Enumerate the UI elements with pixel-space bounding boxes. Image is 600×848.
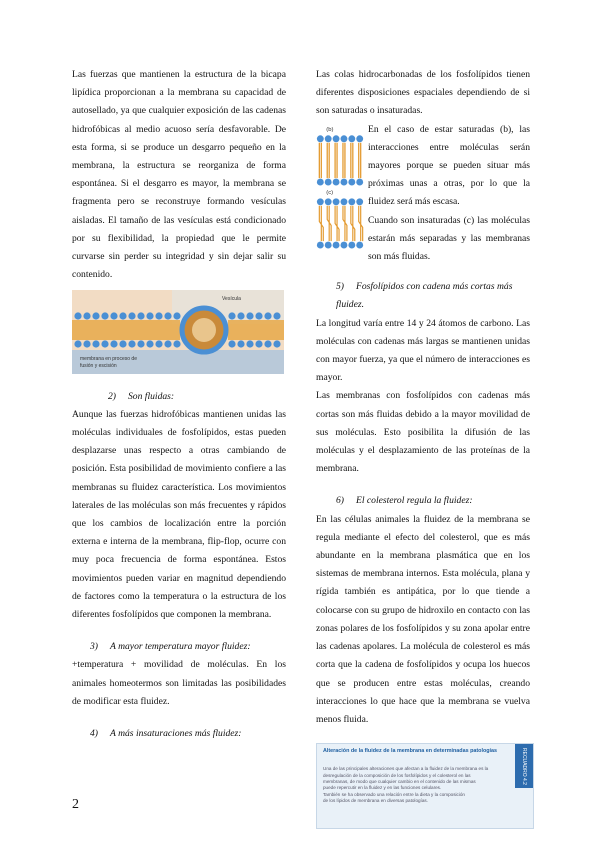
paragraph-colesterol: En las células animales la fluidez de la membrana se regula mediante el efecto del colesterol, que es más abundante en la membrana plasmática que en los sistemas de membrana internos. Esta molécula, plana y rígida también es antipática, por lo que tiende a colocarse con su grupo de hidroxilo en contacto con las zonas polares de los fosfolípidos y su zona apolar entre las cadenas apolares. La molécula de colesterol es más corta que la cadena de fosfolípidos y ocupa los huecos que se producen entre estas moléculas, creando interacciones lo que hace que la membrana se vuelva menos fluida.: [316, 513, 530, 725]
paragraph-insaturadas: Cuando son insaturadas (c) las moléculas estarán más separadas y las membranas son más fluidas.: [368, 214, 530, 263]
right-column: [316, 66, 530, 829]
heading-number: 3): [90, 641, 98, 653]
paragraph-fluidez: Aunque las fuerzas hidrofóbicas mantienen unidas las moléculas individuales de fosfolípidos, estas pueden desplazarse unas respecto a otras cambiando de posición. Esta posibilidad de movimiento confiere a las membranas su fluidez característica. Los movimientos laterales de las moléculas son más frecuentes y rápidos que los cambios de localización entre la porción externa e interna de la membrana, flip-flop, ocurre con muy poca frecuencia de forma espontánea. Estos movimientos pueden variar en magnitud dependiendo de factores como la temperatura o la estructura de los diferentes fosfolípidos que componen la membrana.: [72, 408, 286, 621]
left-column: [72, 66, 286, 743]
recuadro-line: de los lípidos de membrana en diversas patologías.: [323, 798, 428, 804]
page-number: 2: [72, 797, 79, 812]
paragraph-temperatura: +temperatura + movilidad de moléculas. En los animales homeotermos son limitadas las posibilidades de modificar esta fluidez.: [72, 659, 286, 707]
label-b: (b): [326, 126, 334, 133]
heading-text: A más insaturaciones más fluidez:: [110, 728, 242, 740]
heading-text: Fosfolípidos con cadena más cortas más fluidez.: [336, 281, 513, 311]
heading-number: 5): [336, 281, 344, 293]
heading-cadena-corta: [336, 278, 530, 314]
paragraph-longitud: La longitud varía entre 14 y 24 átomos de carbono. Las moléculas con cadenas más largas se mantienen unidas con mayor fuerza, ya que el número de interacciones es mayor.: [316, 317, 530, 384]
membrane-vesicle-figure: [72, 290, 284, 374]
recuadro-line: También se ha observado una relación entre la dieta y la composición: [323, 791, 465, 797]
recuadro-line: Una de las principales alteraciones que afectan a la fluidez de la membrana es la: [323, 766, 489, 772]
recuadro-tag: RECUADRO 4.2: [515, 744, 533, 788]
paragraph-autosellado: Las fuerzas que mantienen la estructura de la bicapa lipídica proporcionan a la membrana su capacidad de autosellado, ya que cualquier exposición de las cadenas hidrofóbicas al medio acuoso sería desfavorable. De esta forma, si se produce un desgarro pequeño en la membrana, la estructura se reorganiza de forma espontánea. Si el desgarro es mayor, la membrana se fragmenta pero se reconstruye formando vesículas aisladas. El tamaño de las vesículas está condicionado por su flexibilidad, la propiedad que le permite curvarse sin perder su integridad y sin dejar salir su contenido.: [72, 69, 286, 281]
heading-son-fluidas: [108, 388, 286, 406]
heading-text: Son fluidas:: [128, 390, 175, 402]
recuadro-line: puede repercutir en la fluidez y en las funciones celulares.: [323, 785, 442, 791]
paragraph-saturadas: En el caso de estar saturadas (b), las interacciones entre moléculas serán mayores porque se pueden situar más próximas unas a otras, por lo que la fluidez será más escasa.: [368, 123, 530, 208]
paragraph-cadenas-cortas: Las membranas con fosfolípidos con cadenas más cortas son más fluidas debido a la mayor movilidad de sus moléculas. Esto posibilita la difusión de las moléculas y el desplazamiento de las proteínas de la membrana.: [316, 390, 530, 475]
recuadro-title: Alteración de la fluidez de la membrana en determinadas patologías: [323, 748, 498, 755]
svg-text:Vesícula: Vesícula: [222, 296, 241, 303]
label-c: (c): [326, 189, 334, 196]
paragraph-colas: Las colas hidrocarbonadas de los fosfolípidos tienen diferentes disposiciones espaciales dependiendo de si son saturadas o insaturadas.: [316, 69, 530, 117]
svg-text:membrana en proceso de: membrana en proceso de: [80, 356, 137, 363]
heading-text: El colesterol regula la fluidez:: [356, 495, 473, 507]
heading-insaturaciones: [90, 725, 286, 743]
recuadro-line: desregulación de la composición de los fosfolípidos y el colesterol en las: [323, 772, 471, 778]
recuadro-patologias: [316, 743, 534, 829]
svg-text:fusión y escisión: fusión y escisión: [80, 363, 117, 370]
heading-temperatura: [90, 638, 286, 656]
heading-number: 4): [90, 728, 98, 740]
heading-number: 6): [336, 495, 344, 507]
heading-number: 2): [108, 390, 116, 402]
heading-text: A mayor temperatura mayor fluidez:: [110, 641, 251, 653]
recuadro-line: membranas, de modo que cualquier cambio en el contenido de las mismas: [323, 778, 476, 784]
heading-colesterol: [336, 492, 530, 510]
saturation-block: [316, 121, 530, 267]
saturated-unsaturated-figure: [316, 123, 366, 251]
recuadro-body: [323, 766, 503, 804]
